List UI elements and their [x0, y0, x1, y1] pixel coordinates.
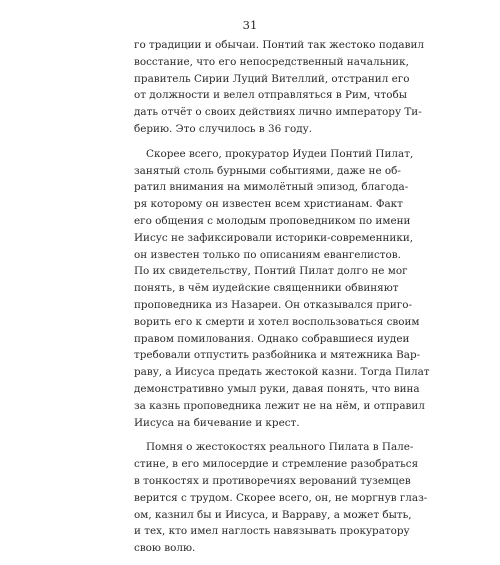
text-line: в тонкостях и противоречиях верований туземцев: [134, 474, 411, 487]
text-line: от должности и велел отправляться в Рим, чтобы: [134, 89, 407, 102]
text-line: го традиции и обычаи. Понтий так жестоко подавил: [134, 39, 424, 51]
paragraph-1: [134, 37, 424, 138]
text-line: ворить его к смерти и хотел воспользоваться своим: [134, 315, 420, 328]
text-line: дать отчёт о своих действиях лично императору Ти-: [134, 106, 422, 119]
page-number: 31: [242, 18, 258, 32]
text-line: свою волю.: [134, 542, 196, 555]
text-line: за казнь проповедника лежит не на нём, и отправил: [134, 399, 425, 412]
body-text: [134, 37, 430, 565]
text-line: раву, а Иисуса предать жестокой казни. Тогда Пилат: [134, 366, 430, 379]
text-line: стине, в его милосердие и стремление разобраться: [134, 458, 419, 471]
text-line: восстание, что его непосредственный начальник,: [134, 55, 409, 68]
text-line: демонстративно умыл руки, давая понять, что вина: [134, 382, 420, 395]
text-line: ря которому он известен всем христианам. Факт: [134, 198, 403, 211]
text-line: он известен только по описаниям евангелистов.: [134, 248, 401, 261]
text-line: Скорее всего, прокуратор Иудеи Понтий Пилат,: [146, 147, 414, 160]
paragraph-2: [134, 146, 430, 432]
paragraph-3: [134, 439, 428, 557]
text-line: берию. Это случилось в 36 году.: [134, 122, 313, 135]
text-line: занятый столь бурными событиями, даже не об-: [134, 164, 401, 177]
text-line: Иисуса на бичевание и крест.: [134, 416, 300, 429]
text-line: правитель Сирии Луций Вителлий, отстранил его: [134, 72, 410, 85]
text-line: понять, в чём иудейские священники обвиняют: [134, 282, 399, 295]
text-line: требовали отпустить разбойника и мятежника Вар-: [134, 349, 421, 362]
text-line: проповедника из Назареи. Он отказывался приго-: [134, 298, 413, 311]
text-line: По их свидетельству, Понтий Пилат долго не мог: [134, 265, 408, 278]
text-line: верится с трудом. Скорее всего, он, не моргнув глаз-: [134, 491, 428, 504]
text-line: и тех, кто имел наглость навязывать прокуратору: [134, 525, 410, 538]
text-line: ратил внимания на мимолётный эпизод, благода-: [134, 181, 409, 194]
text-line: Иисус не зафиксировали историки-современники,: [134, 231, 414, 244]
text-line: ом, казнил бы и Иисуса, и Варраву, а может быть,: [134, 508, 412, 521]
text-line: Помня о жестокостях реального Пилата в Пале-: [146, 441, 414, 454]
text-line: его общения с молодым проповедником по имени: [134, 214, 411, 227]
text-line: правом помилования. Однако собравшиеся иудеи: [134, 332, 410, 345]
